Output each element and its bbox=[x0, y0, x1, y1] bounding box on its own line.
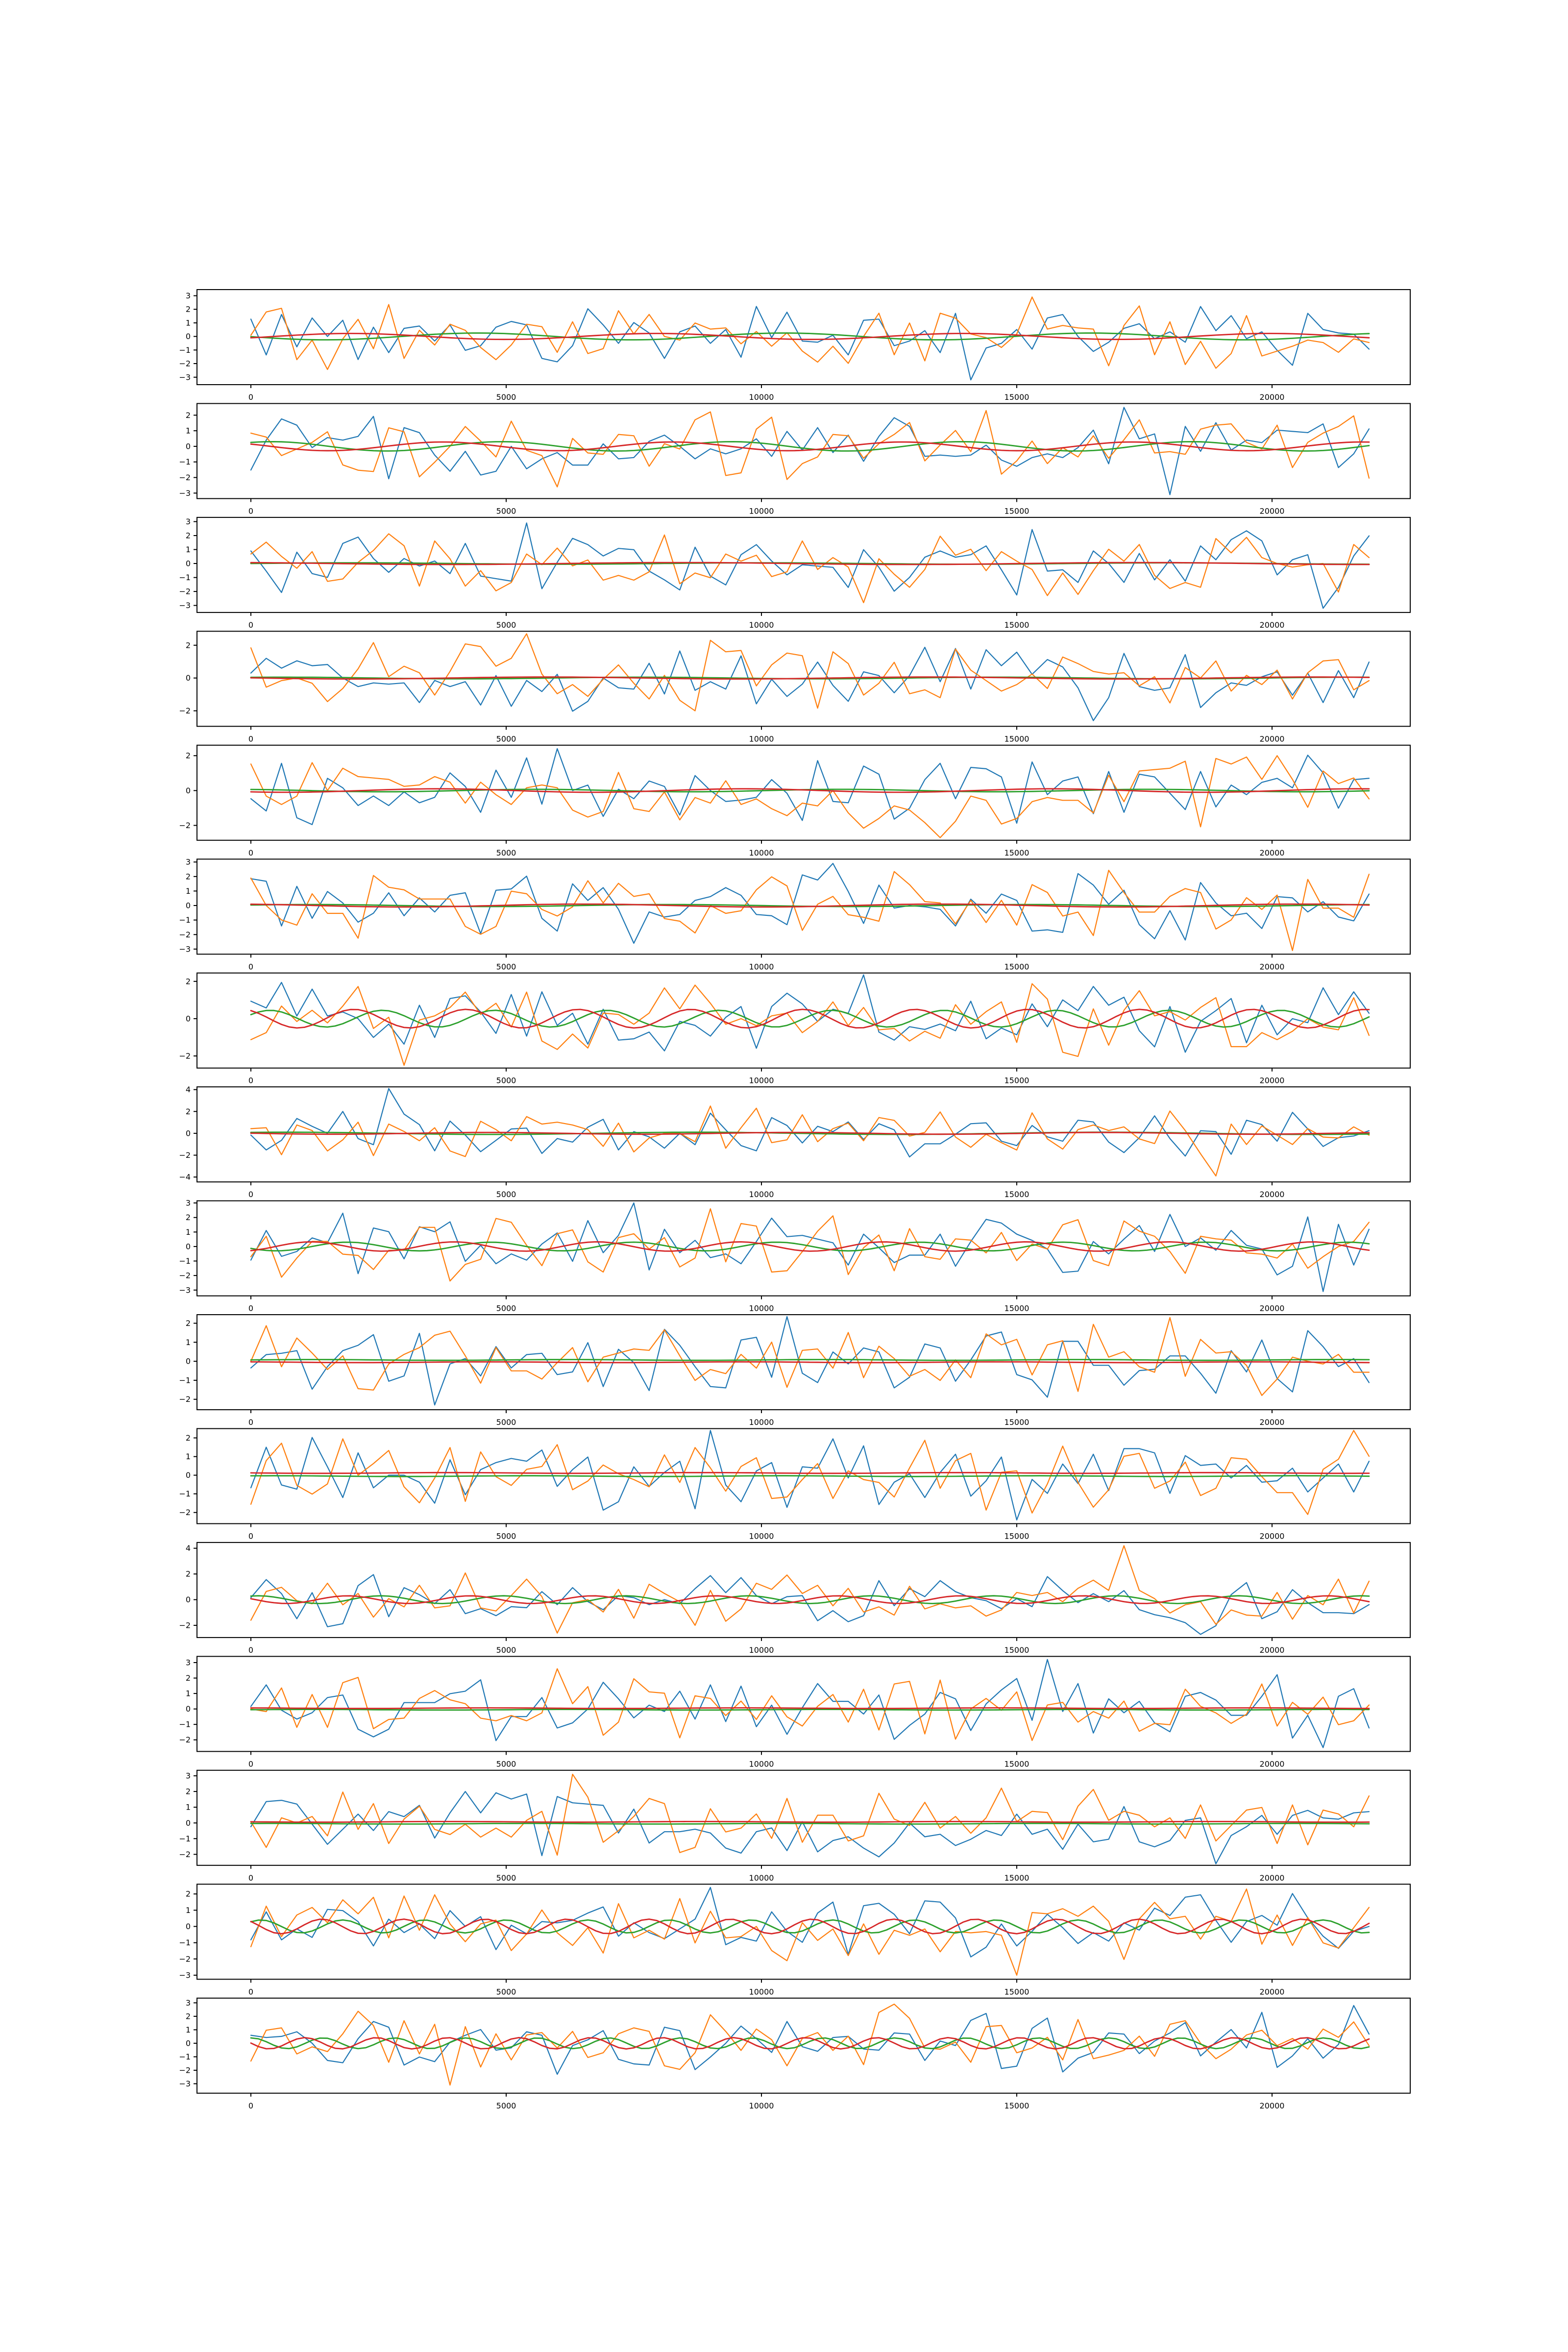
y-tick-label: 0 bbox=[185, 1595, 191, 1605]
series-signal-orange bbox=[251, 1209, 1369, 1281]
y-tick-label: −3 bbox=[179, 1970, 191, 1980]
x-tick-label: 5000 bbox=[496, 506, 516, 516]
x-tick-label: 20000 bbox=[1259, 962, 1285, 972]
x-tick-label: 20000 bbox=[1259, 734, 1285, 744]
x-tick-label: 10000 bbox=[749, 1190, 774, 1200]
y-tick-label: 2 bbox=[185, 304, 191, 314]
y-tick-label: 3 bbox=[185, 1998, 191, 2008]
y-tick-label: −1 bbox=[179, 1719, 191, 1729]
y-tick-label: −2 bbox=[179, 1735, 191, 1745]
y-tick-label: −3 bbox=[179, 944, 191, 954]
y-tick-label: 0 bbox=[185, 1128, 191, 1138]
x-tick-label: 5000 bbox=[496, 1076, 516, 1085]
y-tick-label: −2 bbox=[179, 821, 191, 830]
y-tick-label: 2 bbox=[185, 1569, 191, 1579]
x-tick-label: 10000 bbox=[749, 1873, 774, 1883]
y-tick-label: 0 bbox=[185, 673, 191, 683]
y-tick-label: 3 bbox=[185, 517, 191, 526]
x-tick-label: 10000 bbox=[749, 1645, 774, 1655]
series-signal-orange bbox=[251, 1889, 1369, 1975]
y-tick-label: −1 bbox=[179, 1834, 191, 1843]
y-tick-label: 0 bbox=[185, 2038, 191, 2048]
x-tick-label: 5000 bbox=[496, 1190, 516, 1200]
y-tick-label: 0 bbox=[185, 441, 191, 451]
x-tick-label: 15000 bbox=[1004, 506, 1029, 516]
y-tick-label: −2 bbox=[179, 587, 191, 596]
panel-3 bbox=[179, 517, 1410, 630]
x-tick-label: 15000 bbox=[1004, 962, 1029, 972]
panel-13 bbox=[179, 1656, 1410, 1768]
x-tick-label: 5000 bbox=[496, 962, 516, 972]
y-tick-label: 1 bbox=[185, 1905, 191, 1915]
y-tick-label: 1 bbox=[185, 1452, 191, 1462]
x-tick-label: 0 bbox=[248, 962, 254, 972]
x-tick-label: 0 bbox=[248, 1645, 254, 1655]
x-tick-label: 20000 bbox=[1259, 1759, 1285, 1769]
panel-5 bbox=[179, 745, 1410, 858]
y-tick-label: 2 bbox=[185, 1787, 191, 1796]
x-tick-label: 5000 bbox=[496, 1418, 516, 1427]
x-tick-label: 15000 bbox=[1004, 1303, 1029, 1313]
x-tick-label: 0 bbox=[248, 2101, 254, 2110]
y-tick-label: 1 bbox=[185, 1689, 191, 1698]
x-tick-label: 15000 bbox=[1004, 1076, 1029, 1085]
y-tick-label: −1 bbox=[179, 1938, 191, 1948]
x-tick-label: 15000 bbox=[1004, 1645, 1029, 1655]
x-tick-label: 0 bbox=[248, 1873, 254, 1883]
y-tick-label: −1 bbox=[179, 457, 191, 467]
x-tick-label: 15000 bbox=[1004, 620, 1029, 630]
x-tick-label: 0 bbox=[248, 1418, 254, 1427]
x-tick-label: 10000 bbox=[749, 620, 774, 630]
x-tick-label: 10000 bbox=[749, 392, 774, 402]
x-tick-label: 0 bbox=[248, 1190, 254, 1200]
x-tick-label: 15000 bbox=[1004, 1190, 1029, 1200]
series-signal-blue bbox=[251, 863, 1369, 943]
y-tick-label: 0 bbox=[185, 1704, 191, 1714]
series-signal-orange bbox=[251, 1106, 1369, 1176]
y-tick-label: 0 bbox=[185, 785, 191, 795]
x-tick-label: 10000 bbox=[749, 1076, 774, 1085]
series-signal-orange bbox=[251, 756, 1369, 837]
y-tick-label: 0 bbox=[185, 1470, 191, 1480]
x-tick-label: 15000 bbox=[1004, 392, 1029, 402]
y-tick-label: −1 bbox=[179, 915, 191, 925]
y-tick-label: 1 bbox=[185, 545, 191, 554]
series-trend-red bbox=[251, 1472, 1369, 1473]
series-signal-blue bbox=[251, 647, 1369, 721]
series-signal-blue bbox=[251, 1203, 1369, 1292]
x-tick-label: 10000 bbox=[749, 506, 774, 516]
y-tick-label: −2 bbox=[179, 1395, 191, 1404]
y-tick-label: 0 bbox=[185, 1014, 191, 1024]
y-tick-label: 0 bbox=[185, 332, 191, 342]
y-tick-label: −2 bbox=[179, 1849, 191, 1859]
x-tick-label: 5000 bbox=[496, 1303, 516, 1313]
x-tick-label: 0 bbox=[248, 1076, 254, 1085]
y-tick-label: −4 bbox=[179, 1172, 191, 1182]
series-signal-blue bbox=[251, 975, 1369, 1053]
y-tick-label: −2 bbox=[179, 2065, 191, 2075]
x-tick-label: 5000 bbox=[496, 2101, 516, 2110]
series-trend-green bbox=[251, 1476, 1369, 1477]
panel-14 bbox=[179, 1770, 1410, 1883]
y-tick-label: 1 bbox=[185, 1802, 191, 1812]
x-tick-label: 15000 bbox=[1004, 1418, 1029, 1427]
x-tick-label: 5000 bbox=[496, 620, 516, 630]
x-tick-label: 5000 bbox=[496, 392, 516, 402]
x-tick-label: 10000 bbox=[749, 1531, 774, 1541]
x-tick-label: 15000 bbox=[1004, 1531, 1029, 1541]
x-tick-label: 0 bbox=[248, 1987, 254, 1997]
x-tick-label: 5000 bbox=[496, 734, 516, 744]
y-tick-label: −2 bbox=[179, 1151, 191, 1160]
panel-12 bbox=[179, 1543, 1410, 1655]
series-signal-blue bbox=[251, 1791, 1369, 1864]
y-tick-label: −1 bbox=[179, 345, 191, 355]
y-tick-label: 3 bbox=[185, 857, 191, 867]
y-tick-label: 2 bbox=[185, 1889, 191, 1899]
y-tick-label: −2 bbox=[179, 473, 191, 482]
x-tick-label: 20000 bbox=[1259, 1303, 1285, 1313]
y-tick-label: −2 bbox=[179, 1271, 191, 1280]
y-tick-label: −2 bbox=[179, 706, 191, 716]
x-tick-label: 10000 bbox=[749, 2101, 774, 2110]
x-tick-label: 20000 bbox=[1259, 1987, 1285, 1997]
x-tick-label: 15000 bbox=[1004, 848, 1029, 858]
panel-16 bbox=[179, 1998, 1410, 2110]
x-tick-label: 0 bbox=[248, 392, 254, 402]
panel-15 bbox=[179, 1884, 1410, 1996]
y-tick-label: 0 bbox=[185, 1922, 191, 1931]
series-signal-blue bbox=[251, 1089, 1369, 1157]
y-tick-label: 2 bbox=[185, 640, 191, 650]
y-tick-label: 1 bbox=[185, 886, 191, 896]
y-tick-label: −2 bbox=[179, 1508, 191, 1518]
y-tick-label: 2 bbox=[185, 872, 191, 882]
x-tick-label: 10000 bbox=[749, 962, 774, 972]
y-tick-label: −1 bbox=[179, 2052, 191, 2061]
x-tick-label: 20000 bbox=[1259, 1190, 1285, 1200]
x-tick-label: 10000 bbox=[749, 1418, 774, 1427]
panel-9 bbox=[179, 1199, 1410, 1313]
y-tick-label: 2 bbox=[185, 1106, 191, 1116]
series-signal-blue bbox=[251, 523, 1369, 608]
x-tick-label: 20000 bbox=[1259, 2101, 1285, 2110]
series-signal-orange bbox=[251, 534, 1369, 603]
x-tick-label: 10000 bbox=[749, 848, 774, 858]
y-tick-label: 2 bbox=[185, 2011, 191, 2021]
y-tick-label: −3 bbox=[179, 601, 191, 611]
plot-frame bbox=[197, 973, 1410, 1068]
series-trend-green bbox=[251, 1823, 1369, 1824]
panel-4 bbox=[179, 631, 1410, 743]
x-tick-label: 20000 bbox=[1259, 1645, 1285, 1655]
y-tick-label: −1 bbox=[179, 1375, 191, 1385]
y-tick-label: 1 bbox=[185, 1227, 191, 1237]
y-tick-label: −3 bbox=[179, 372, 191, 382]
x-tick-label: 0 bbox=[248, 1531, 254, 1541]
x-tick-label: 15000 bbox=[1004, 1759, 1029, 1769]
y-tick-label: −2 bbox=[179, 359, 191, 368]
x-tick-label: 15000 bbox=[1004, 1873, 1029, 1883]
x-tick-label: 20000 bbox=[1259, 1076, 1285, 1085]
x-tick-label: 15000 bbox=[1004, 1987, 1029, 1997]
x-tick-label: 0 bbox=[248, 506, 254, 516]
x-tick-label: 20000 bbox=[1259, 1873, 1285, 1883]
y-tick-label: 0 bbox=[185, 1242, 191, 1251]
x-tick-label: 20000 bbox=[1259, 1531, 1285, 1541]
y-tick-label: 1 bbox=[185, 2025, 191, 2034]
x-tick-label: 20000 bbox=[1259, 620, 1285, 630]
x-tick-label: 20000 bbox=[1259, 506, 1285, 516]
y-tick-label: −2 bbox=[179, 1051, 191, 1061]
y-tick-label: 1 bbox=[185, 1337, 191, 1347]
y-tick-label: 0 bbox=[185, 559, 191, 568]
series-signal-orange bbox=[251, 1546, 1369, 1633]
x-tick-label: 15000 bbox=[1004, 734, 1029, 744]
x-tick-label: 20000 bbox=[1259, 848, 1285, 858]
series-trend-red bbox=[251, 1362, 1369, 1363]
panel-1 bbox=[179, 290, 1410, 402]
series-trend-red bbox=[251, 1821, 1369, 1822]
series-signal-orange bbox=[251, 1774, 1369, 1855]
y-tick-label: −1 bbox=[179, 573, 191, 583]
x-tick-label: 0 bbox=[248, 734, 254, 744]
series-signal-blue bbox=[251, 1660, 1369, 1748]
x-tick-label: 20000 bbox=[1259, 1418, 1285, 1427]
y-tick-label: −1 bbox=[179, 1489, 191, 1499]
y-tick-label: 2 bbox=[185, 1319, 191, 1328]
panel-10 bbox=[179, 1315, 1410, 1427]
y-tick-label: 1 bbox=[185, 318, 191, 328]
y-tick-label: −3 bbox=[179, 488, 191, 498]
x-tick-label: 5000 bbox=[496, 1759, 516, 1769]
x-tick-label: 0 bbox=[248, 620, 254, 630]
panel-8 bbox=[179, 1085, 1410, 1199]
y-tick-label: 2 bbox=[185, 410, 191, 420]
panel-7 bbox=[179, 973, 1410, 1085]
x-tick-label: 0 bbox=[248, 848, 254, 858]
panel-6 bbox=[179, 858, 1410, 972]
y-tick-label: 0 bbox=[185, 901, 191, 910]
x-tick-label: 0 bbox=[248, 1759, 254, 1769]
series-signal-orange bbox=[251, 870, 1369, 951]
y-tick-label: 2 bbox=[185, 1213, 191, 1223]
x-tick-label: 5000 bbox=[496, 1873, 516, 1883]
y-tick-label: 3 bbox=[185, 1658, 191, 1667]
series-signal-blue bbox=[251, 1887, 1369, 1957]
y-tick-label: 1 bbox=[185, 426, 191, 436]
x-tick-label: 5000 bbox=[496, 1531, 516, 1541]
x-tick-label: 5000 bbox=[496, 1645, 516, 1655]
series-signal-blue bbox=[251, 1575, 1369, 1635]
series-signal-orange bbox=[251, 1318, 1369, 1396]
series-signal-blue bbox=[251, 407, 1369, 494]
y-tick-label: −3 bbox=[179, 2079, 191, 2088]
x-tick-label: 0 bbox=[248, 1303, 254, 1313]
y-tick-label: 3 bbox=[185, 1198, 191, 1208]
series-trend-green bbox=[251, 1360, 1369, 1361]
y-tick-label: −2 bbox=[179, 1620, 191, 1630]
series-signal-blue bbox=[251, 2006, 1369, 2074]
y-tick-label: 4 bbox=[185, 1085, 191, 1095]
x-tick-label: 20000 bbox=[1259, 392, 1285, 402]
x-tick-label: 15000 bbox=[1004, 2101, 1029, 2110]
x-tick-label: 10000 bbox=[749, 1303, 774, 1313]
x-tick-label: 10000 bbox=[749, 734, 774, 744]
x-tick-label: 10000 bbox=[749, 1987, 774, 1997]
y-tick-label: 4 bbox=[185, 1544, 191, 1553]
x-tick-label: 10000 bbox=[749, 1759, 774, 1769]
x-tick-label: 5000 bbox=[496, 848, 516, 858]
y-tick-label: 2 bbox=[185, 751, 191, 760]
series-signal-orange bbox=[251, 1669, 1369, 1740]
series-signal-orange bbox=[251, 984, 1369, 1065]
y-tick-label: 3 bbox=[185, 291, 191, 300]
panel-11 bbox=[179, 1429, 1410, 1541]
y-tick-label: −2 bbox=[179, 930, 191, 939]
y-tick-label: −1 bbox=[179, 1256, 191, 1266]
plot-frame bbox=[197, 1201, 1410, 1296]
y-tick-label: 2 bbox=[185, 531, 191, 540]
y-tick-label: 0 bbox=[185, 1356, 191, 1366]
x-tick-label: 5000 bbox=[496, 1987, 516, 1997]
y-tick-label: −2 bbox=[179, 1954, 191, 1964]
panel-2 bbox=[179, 404, 1410, 516]
series-signal-blue bbox=[251, 749, 1369, 825]
y-tick-label: 2 bbox=[185, 977, 191, 986]
plot-frame bbox=[197, 1656, 1410, 1751]
y-tick-label: 2 bbox=[185, 1673, 191, 1683]
y-tick-label: 3 bbox=[185, 1771, 191, 1781]
y-tick-label: −3 bbox=[179, 1285, 191, 1295]
y-tick-label: 2 bbox=[185, 1433, 191, 1443]
y-tick-label: 0 bbox=[185, 1818, 191, 1828]
